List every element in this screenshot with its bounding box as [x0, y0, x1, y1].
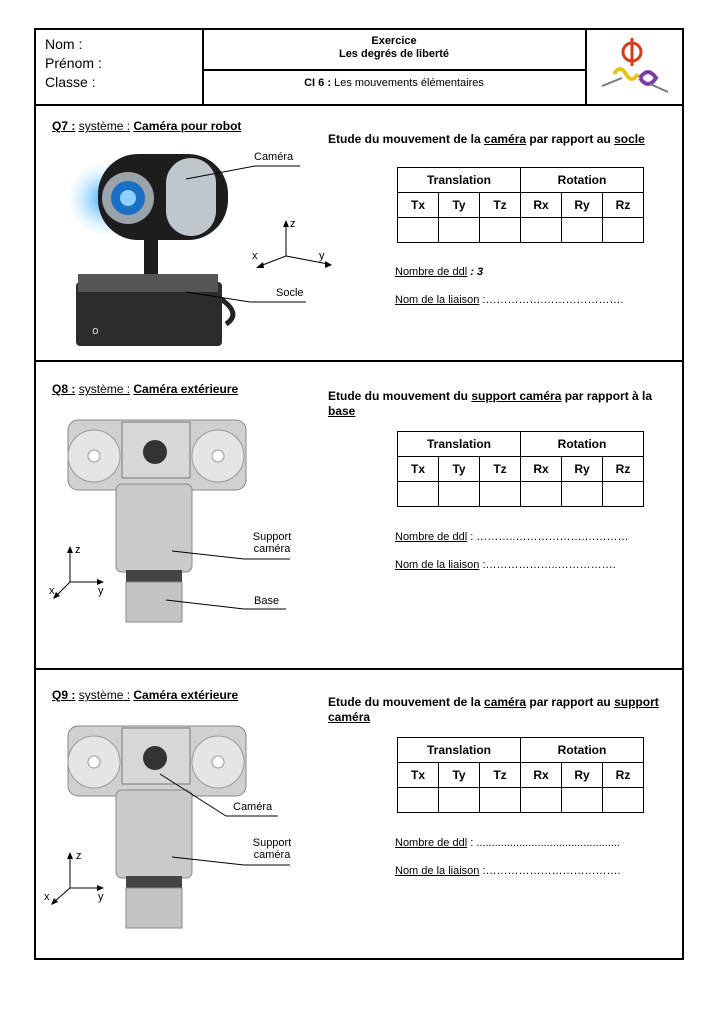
q8-rotation-header: Rotation	[521, 432, 644, 457]
q7-axis-z: z	[290, 218, 296, 230]
classe-label: Classe :	[45, 74, 96, 90]
q8-translation-header: Translation	[398, 432, 521, 457]
q8-study-object: support caméra	[471, 389, 562, 403]
q9-ddl-label: Nombre de ddl	[395, 837, 468, 849]
q8-col-rz: Rz	[603, 457, 644, 482]
q7-label-camera: Caméra	[254, 151, 294, 163]
q9-axis-x: x	[44, 891, 50, 903]
q9-col-tz: Tz	[480, 763, 521, 788]
svg-text:o: o	[92, 324, 99, 337]
q9-study-text2: par rapport au	[526, 695, 615, 709]
q8-ddl-value[interactable]: : ………..……………….…………	[470, 531, 629, 543]
q9-label-camera: Caméra	[233, 801, 273, 813]
q9-study-text1: Etude du mouvement de la	[328, 695, 485, 709]
q9-study-heading	[328, 695, 668, 725]
q9-col-rz: Rz	[603, 763, 644, 788]
q7-study-text1: Etude du mouvement de la	[328, 132, 485, 146]
q8-axis-z: z	[75, 544, 81, 556]
q9-study-object: caméra	[484, 695, 527, 709]
q9-ddl-line	[395, 837, 620, 849]
q9-dof-table	[397, 737, 644, 813]
q9-prefix: système :	[78, 688, 131, 702]
q9-col-rx: Rx	[521, 763, 562, 788]
q8-study-text1: Etude du mouvement du	[328, 389, 472, 403]
q9-id: Q9 :	[52, 688, 76, 702]
q9-col-ry: Ry	[562, 763, 603, 788]
q9-rotation-header: Rotation	[521, 738, 644, 763]
q7-col-rz: Rz	[603, 193, 644, 218]
q9-ddl-value[interactable]: : ...............................................	[470, 837, 620, 849]
q9-system: Caméra extérieure	[133, 688, 239, 702]
q7-system: Caméra pour robot	[133, 119, 242, 133]
q8-label-base: Base	[254, 595, 280, 607]
q8-study-text2: par rapport à la	[561, 389, 653, 403]
q7-col-ty: Ty	[439, 193, 480, 218]
q8-liaison-label: Nom de la liaison	[395, 559, 480, 571]
q8-col-tz: Tz	[480, 457, 521, 482]
q9-label-support: Support caméra	[252, 837, 292, 861]
q9-col-ty: Ty	[439, 763, 480, 788]
q7-ddl-label: Nombre de ddl	[395, 266, 468, 278]
q7-id: Q7 :	[52, 119, 76, 133]
q8-id: Q8 :	[52, 382, 76, 396]
ci-title: Les mouvements élémentaires	[334, 77, 484, 89]
q8-axis-x: x	[49, 585, 55, 597]
q8-label-support: Support caméra	[252, 531, 292, 555]
q9-liaison-label: Nom de la liaison	[395, 865, 480, 877]
q9-cell-tx[interactable]	[398, 788, 439, 813]
q8-system: Caméra extérieure	[133, 382, 239, 396]
q9-cell-rz[interactable]	[603, 788, 644, 813]
q8-prefix: système :	[78, 382, 131, 396]
ci-code: CI 6 :	[304, 77, 332, 89]
q9-col-tx: Tx	[398, 763, 439, 788]
q7-label-socle: Socle	[276, 287, 304, 299]
q7-study-reference: socle	[614, 132, 645, 146]
q8-liaison-value[interactable]: :………………..…………….	[482, 559, 616, 571]
exercise-title: Exercice	[371, 35, 417, 47]
q8-axis-y: y	[98, 585, 104, 597]
q8-col-ry: Ry	[562, 457, 603, 482]
q7-axis-x: x	[252, 250, 258, 262]
exercise-subtitle: Les degrés de liberté	[338, 48, 450, 60]
q9-cell-ty[interactable]	[439, 788, 480, 813]
nom-label: Nom :	[45, 36, 83, 52]
q8-col-tx: Tx	[398, 457, 439, 482]
q7-axis-y: y	[319, 250, 325, 262]
q8-col-ty: Ty	[439, 457, 480, 482]
q7-ddl-value[interactable]: : 3	[470, 266, 484, 278]
q7-translation-header: Translation	[398, 168, 521, 193]
q7-col-tx: Tx	[398, 193, 439, 218]
q9-study-reference: support caméra	[328, 695, 659, 724]
q8-study-reference: base	[328, 404, 356, 418]
q9-axis-y: y	[98, 891, 104, 903]
q9-cell-tz[interactable]	[480, 788, 521, 813]
q9-cell-rx[interactable]	[521, 788, 562, 813]
prenom-label: Prénom :	[45, 55, 102, 71]
q7-liaison-value[interactable]: :…………….………………….	[482, 294, 624, 306]
q8-col-rx: Rx	[521, 457, 562, 482]
q7-study-object: caméra	[484, 132, 527, 146]
q8-ddl-label: Nombre de ddl	[395, 531, 468, 543]
q9-liaison-line	[395, 865, 621, 877]
q7-study-text2: par rapport au	[526, 132, 615, 146]
q7-col-ry: Ry	[562, 193, 603, 218]
q9-cell-ry[interactable]	[562, 788, 603, 813]
q9-axis-z: z	[76, 850, 82, 862]
q7-prefix: système :	[78, 119, 131, 133]
q9-liaison-value[interactable]: :……………………………….	[482, 865, 621, 877]
q7-col-rx: Rx	[521, 193, 562, 218]
q9-translation-header: Translation	[398, 738, 521, 763]
q7-rotation-header: Rotation	[521, 168, 644, 193]
q7-liaison-label: Nom de la liaison	[395, 294, 480, 306]
q7-col-tz: Tz	[480, 193, 521, 218]
